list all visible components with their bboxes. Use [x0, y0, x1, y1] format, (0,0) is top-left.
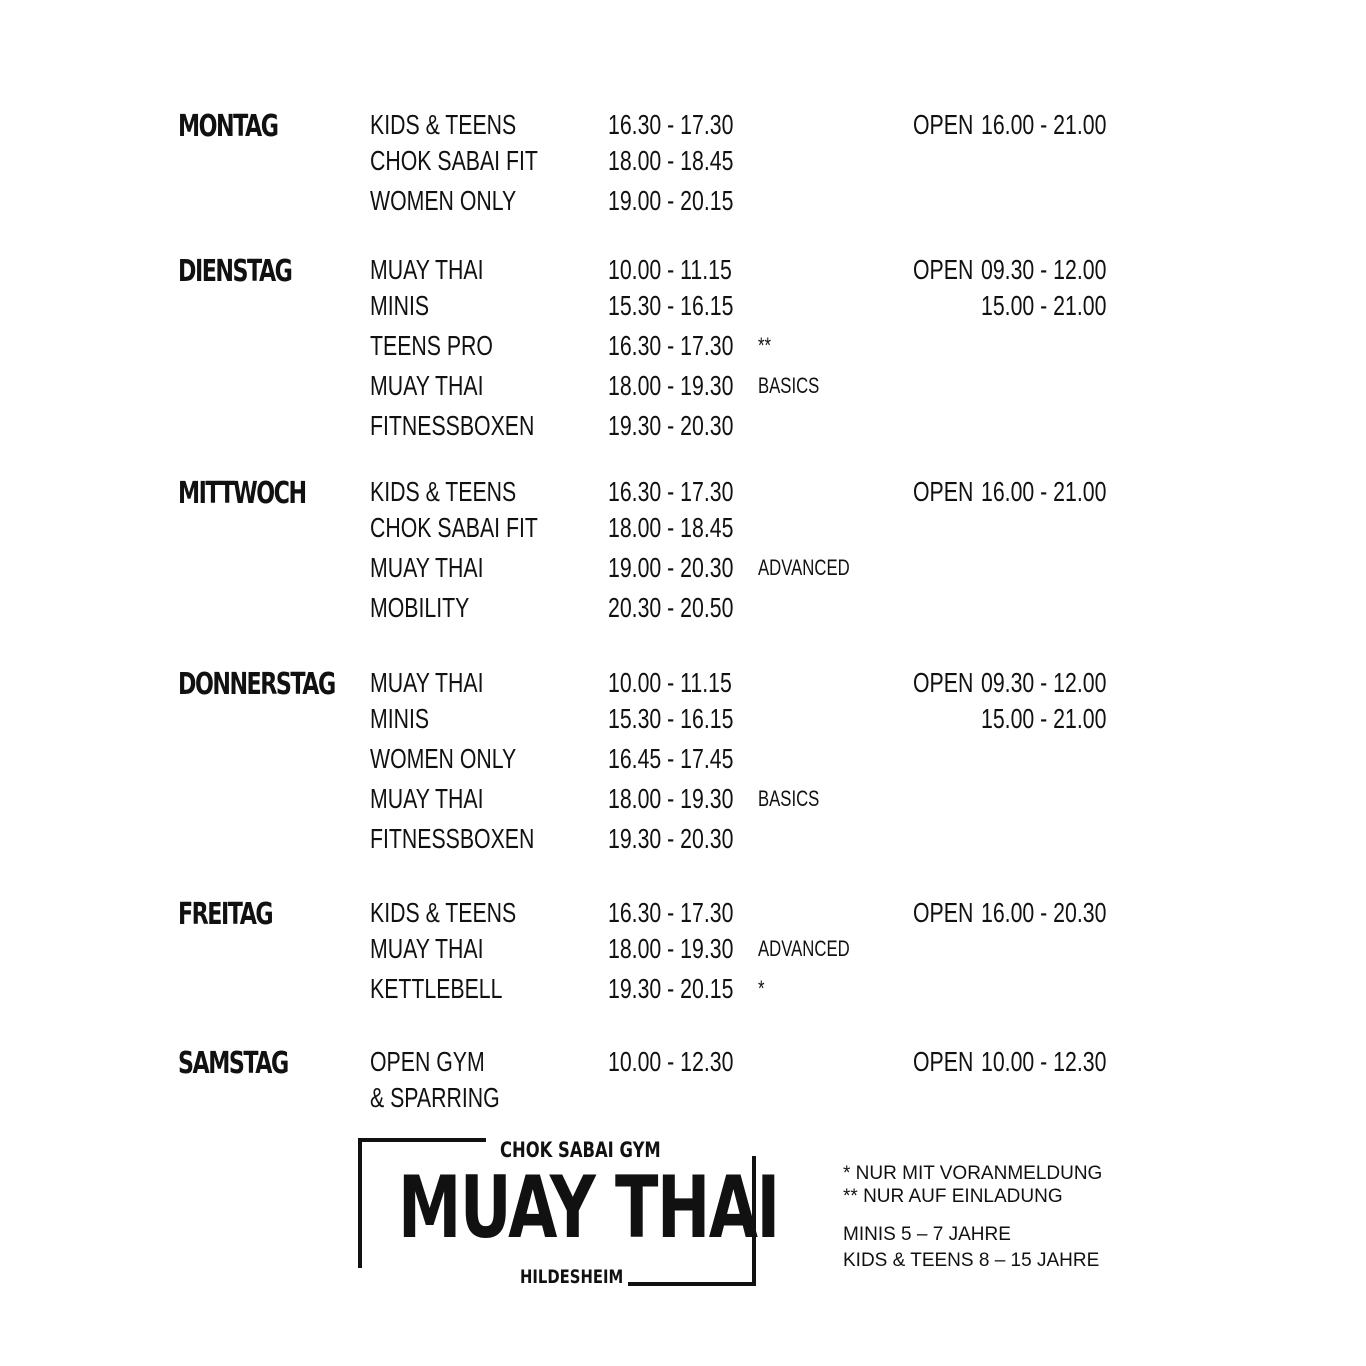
open-time: 16.00 - 21.00: [981, 109, 1107, 140]
class-name: OPEN GYM: [370, 1046, 485, 1077]
class-note: **: [758, 333, 772, 358]
class-time: 19.30 - 20.30: [608, 410, 734, 441]
class-time: 18.00 - 18.45: [608, 512, 734, 543]
schedule-row: [0, 406, 1366, 446]
day-label: DONNERSTAG: [178, 667, 335, 702]
class-name: MUAY THAI: [370, 933, 484, 964]
class-time: 19.00 - 20.15: [608, 185, 734, 216]
class-name: WOMEN ONLY: [370, 185, 517, 216]
class-name: MINIS: [370, 290, 430, 321]
schedule-row: [0, 366, 1366, 406]
class-time: 18.00 - 19.30: [608, 370, 734, 401]
open-label: OPEN: [913, 897, 974, 928]
logo-city: HILDESHEIM: [520, 1266, 624, 1288]
class-time: 16.30 - 17.30: [608, 109, 734, 140]
class-name: MUAY THAI: [370, 552, 484, 583]
schedule-row: [0, 326, 1366, 366]
schedule-row: [0, 663, 1366, 703]
class-name: MINIS: [370, 703, 430, 734]
open-time: 15.00 - 21.00: [981, 290, 1107, 321]
open-time: 16.00 - 21.00: [981, 476, 1107, 507]
schedule-row: [0, 250, 1366, 290]
schedule-row: [0, 105, 1366, 145]
open-time: 09.30 - 12.00: [981, 254, 1107, 285]
schedule-row: [0, 893, 1366, 933]
schedule-row: [0, 472, 1366, 512]
class-name: KETTLEBELL: [370, 973, 503, 1004]
age-minis: MINIS 5 – 7 JAHRE: [843, 1224, 1011, 1245]
class-time: 19.30 - 20.15: [608, 973, 734, 1004]
class-name: CHOK SABAI FIT: [370, 145, 538, 176]
class-note: ADVANCED: [758, 555, 850, 580]
day-label: MITTWOCH: [178, 476, 306, 511]
open-label: OPEN: [913, 254, 974, 285]
class-time: 20.30 - 20.50: [608, 592, 734, 623]
schedule-row: [0, 969, 1366, 1009]
class-time: 16.30 - 17.30: [608, 476, 734, 507]
open-time: 16.00 - 20.30: [981, 897, 1107, 928]
schedule-row: [0, 141, 1366, 181]
schedule-row: [0, 739, 1366, 779]
class-name: WOMEN ONLY: [370, 743, 517, 774]
class-time: 10.00 - 12.30: [608, 1046, 734, 1077]
class-time: 15.30 - 16.15: [608, 290, 734, 321]
class-time: 10.00 - 11.15: [608, 667, 732, 698]
open-time: 09.30 - 12.00: [981, 667, 1107, 698]
class-name: KIDS & TEENS: [370, 476, 517, 507]
schedule-row: [0, 548, 1366, 588]
footnote-single-star: * NUR MIT VORANMELDUNG: [843, 1163, 1103, 1184]
schedule-row: [0, 588, 1366, 628]
day-label: FREITAG: [178, 897, 273, 932]
open-label: OPEN: [913, 667, 974, 698]
schedule-row: [0, 1042, 1366, 1082]
logo-gym-name: CHOK SABAI GYM: [500, 1138, 661, 1162]
schedule-row: [0, 508, 1366, 548]
class-name: TEENS PRO: [370, 330, 493, 361]
class-name: KIDS & TEENS: [370, 897, 517, 928]
class-name: FITNESSBOXEN: [370, 410, 535, 441]
class-time: 16.30 - 17.30: [608, 330, 734, 361]
day-label: MONTAG: [178, 109, 278, 144]
class-name: MUAY THAI: [370, 254, 484, 285]
open-label: OPEN: [913, 476, 974, 507]
class-name: CHOK SABAI FIT: [370, 512, 538, 543]
class-time: 18.00 - 19.30: [608, 783, 734, 814]
class-time: 16.30 - 17.30: [608, 897, 734, 928]
class-name: KIDS & TEENS: [370, 109, 517, 140]
footnote-double-star: ** NUR AUF EINLADUNG: [843, 1186, 1063, 1207]
class-time: 18.00 - 18.45: [608, 145, 734, 176]
class-time: 19.00 - 20.30: [608, 552, 734, 583]
class-name: MUAY THAI: [370, 667, 484, 698]
open-time: 15.00 - 21.00: [981, 703, 1107, 734]
class-note: BASICS: [758, 786, 820, 811]
class-note: ADVANCED: [758, 936, 850, 961]
class-name: MUAY THAI: [370, 783, 484, 814]
schedule-row: [0, 1078, 1366, 1118]
schedule-row: [0, 779, 1366, 819]
class-time: 19.30 - 20.30: [608, 823, 734, 854]
class-time: 16.45 - 17.45: [608, 743, 734, 774]
schedule-row: [0, 819, 1366, 859]
schedule-row: [0, 929, 1366, 969]
class-note: *: [758, 976, 765, 1001]
open-label: OPEN: [913, 1046, 974, 1077]
logo-title: MUAY THAI: [398, 1158, 779, 1258]
class-note: BASICS: [758, 373, 820, 398]
class-name: & SPARRING: [370, 1082, 500, 1113]
class-time: 10.00 - 11.15: [608, 254, 732, 285]
open-time: 10.00 - 12.30: [981, 1046, 1107, 1077]
age-kids-teens: KIDS & TEENS 8 – 15 JAHRE: [843, 1250, 1100, 1271]
class-time: 15.30 - 16.15: [608, 703, 734, 734]
schedule-row: [0, 286, 1366, 326]
open-label: OPEN: [913, 109, 974, 140]
class-time: 18.00 - 19.30: [608, 933, 734, 964]
class-name: FITNESSBOXEN: [370, 823, 535, 854]
day-label: DIENSTAG: [178, 254, 292, 289]
class-name: MUAY THAI: [370, 370, 484, 401]
schedule-row: [0, 699, 1366, 739]
class-name: MOBILITY: [370, 592, 470, 623]
day-label: SAMSTAG: [178, 1046, 288, 1081]
schedule-row: [0, 181, 1366, 221]
